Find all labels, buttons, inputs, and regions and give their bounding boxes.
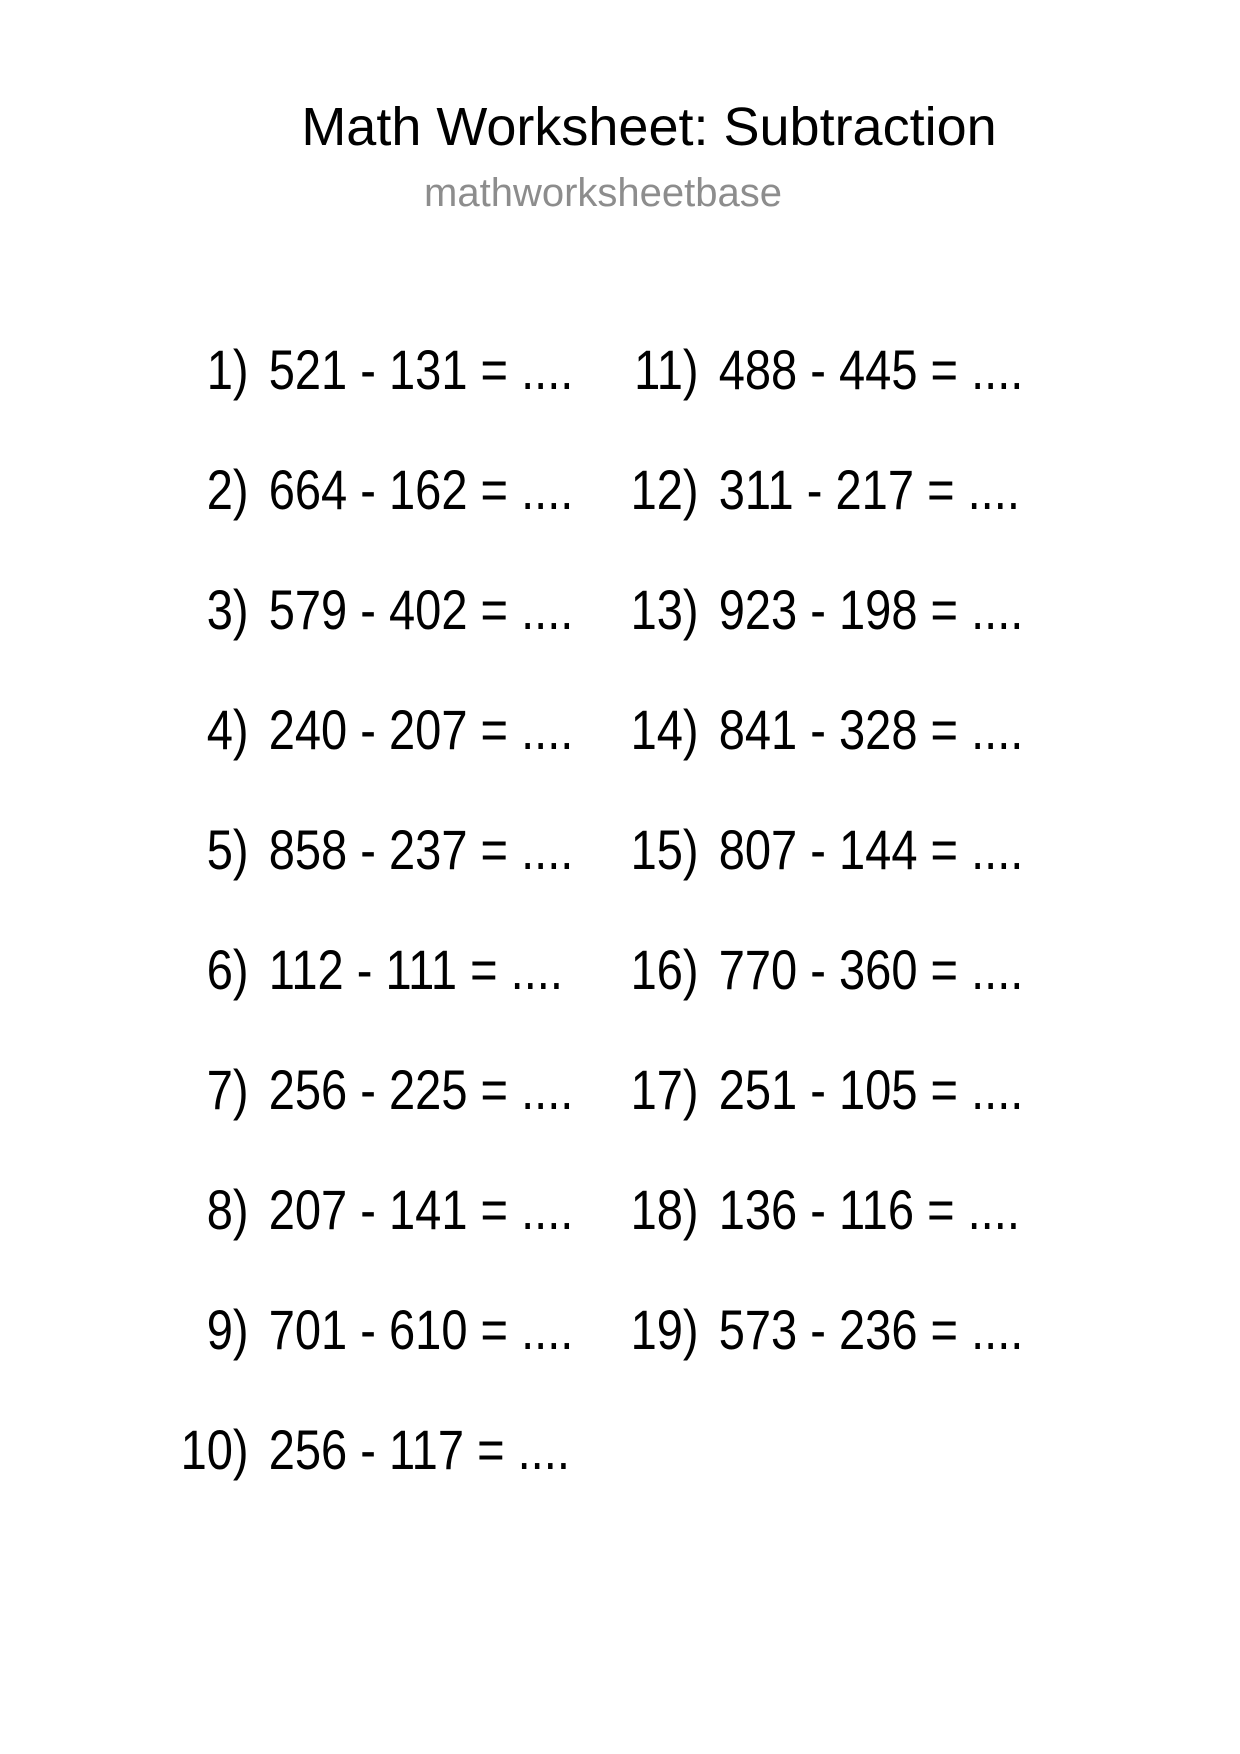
- problem-expression: 841 - 328 = ....: [718, 698, 1024, 761]
- problem-number: 1): [206, 338, 249, 401]
- problem-row: [178, 938, 573, 1062]
- problem-expression: 858 - 237 = ....: [268, 818, 574, 881]
- problem-expression: 207 - 141 = ....: [268, 1178, 574, 1241]
- problem-expression: 923 - 198 = ....: [718, 578, 1024, 641]
- problem-number: 8): [206, 1178, 249, 1241]
- problem-row: [178, 818, 574, 942]
- problem-number: 10): [180, 1418, 249, 1481]
- problem-expression: 240 - 207 = ....: [268, 698, 574, 761]
- page-subtitle: mathworksheetbase: [424, 171, 782, 215]
- problem-row: [178, 698, 574, 822]
- problem-number: 17): [630, 1058, 699, 1121]
- problem-expression: 251 - 105 = ....: [718, 1058, 1024, 1121]
- problem-number: 11): [634, 338, 699, 401]
- problem-number: 13): [630, 578, 699, 641]
- problem-row: [178, 1178, 574, 1302]
- problem-expression: 311 - 217 = ....: [718, 458, 1020, 521]
- problem-row: [628, 578, 1024, 702]
- problem-number: 14): [630, 698, 699, 761]
- problem-row: [628, 1298, 1024, 1422]
- problem-expression: 573 - 236 = ....: [718, 1298, 1024, 1361]
- problem-expression: 807 - 144 = ....: [718, 818, 1024, 881]
- problem-expression: 770 - 360 = ....: [718, 938, 1024, 1001]
- problem-expression: 579 - 402 = ....: [268, 578, 574, 641]
- problem-number: 6): [206, 938, 249, 1001]
- problem-row: [178, 338, 574, 462]
- problem-number: 19): [630, 1298, 699, 1361]
- problem-row: [628, 818, 1024, 942]
- problem-number: 4): [206, 698, 249, 761]
- problem-row: [628, 458, 1023, 582]
- problem-row: [178, 578, 574, 702]
- problem-number: 7): [206, 1058, 249, 1121]
- problem-expression: 701 - 610 = ....: [268, 1298, 574, 1361]
- problem-number: 18): [630, 1178, 699, 1241]
- problem-expression: 256 - 225 = ....: [268, 1058, 574, 1121]
- problem-expression: 664 - 162 = ....: [268, 458, 574, 521]
- problems-column-right: [628, 338, 1099, 1422]
- problems-column-left: [178, 338, 649, 1542]
- problem-row: [628, 1178, 1023, 1302]
- problem-number: 16): [630, 938, 699, 1001]
- problem-expression: 112 - 111 = ....: [268, 938, 563, 1001]
- problem-row: [628, 698, 1024, 822]
- problem-expression: 136 - 116 = ....: [718, 1178, 1020, 1241]
- problem-row: [178, 1418, 573, 1542]
- problem-expression: 488 - 445 = ....: [718, 338, 1024, 401]
- problem-row: [628, 1058, 1024, 1182]
- problem-number: 3): [206, 578, 249, 641]
- problem-expression: 256 - 117 = ....: [268, 1418, 570, 1481]
- problem-number: 15): [630, 818, 699, 881]
- problem-number: 9): [206, 1298, 249, 1361]
- page-title: Math Worksheet: Subtraction: [301, 97, 997, 157]
- problem-row: [178, 458, 574, 582]
- problem-row: [628, 938, 1024, 1062]
- problem-number: 12): [630, 458, 699, 521]
- problem-expression: 521 - 131 = ....: [268, 338, 574, 401]
- problem-number: 5): [206, 818, 249, 881]
- problem-row: [178, 1058, 574, 1182]
- problem-row: [628, 338, 1024, 462]
- problem-number: 2): [206, 458, 249, 521]
- problem-row: [178, 1298, 574, 1422]
